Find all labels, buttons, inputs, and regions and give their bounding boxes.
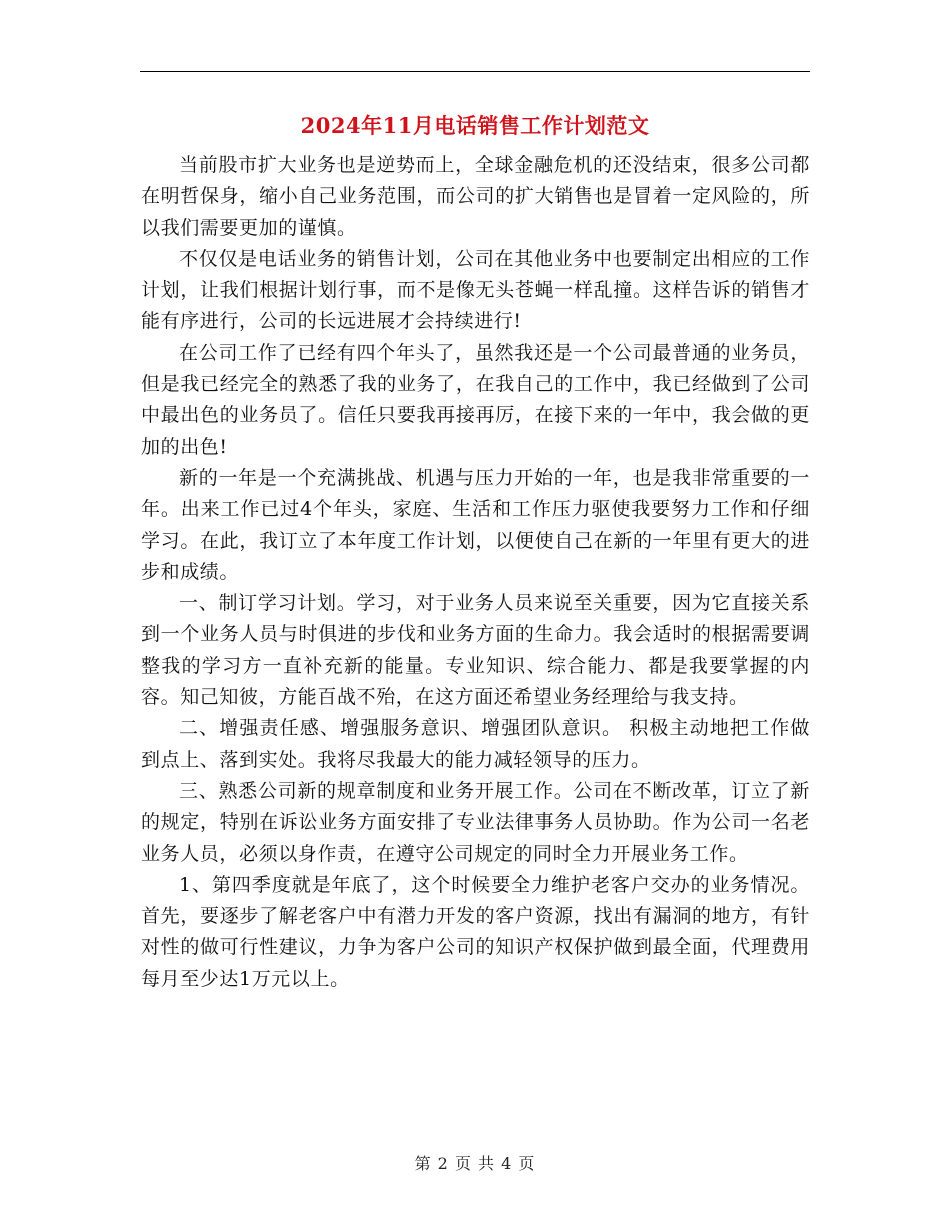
paragraph: 当前股市扩大业务也是逆势而上，全球金融危机的还没结束，很多公司都在明哲保身，缩小自己业务范围，而公司的扩大销售也是冒着一定风险的，所以我们需要更加的谨慎。	[141, 154, 810, 239]
paragraph: 1、第四季度就是年底了，这个时候要全力维护老客户交办的业务情况。首先，要逐步了解老客户中有潜力开发的客户资源，找出有漏洞的地方，有针对性的做可行性建议，力争为客户公司的知识产权保护做到最全面，代理费用每月至少达1万元以上。	[141, 873, 810, 990]
paragraph: 新的一年是一个充满挑战、机遇与压力开始的一年，也是我非常重要的一年。出来工作已过4个年头，家庭、生活和工作压力驱使我要努力工作和仔细学习。在此，我订立了本年度工作计划，以便使自己在新的一年里有更大的进步和成绩。	[141, 466, 810, 583]
paragraph: 不仅仅是电话业务的销售计划，公司在其他业务中也要制定出相应的工作计划，让我们根据计划行事，而不是像无头苍蝇一样乱撞。这样告诉的销售才能有序进行，公司的长远进展才会持续进行!	[141, 247, 810, 333]
page-number: 第 2 页 共 4 页	[414, 1154, 536, 1173]
paragraph: 三、熟悉公司新的规章制度和业务开展工作。公司在不断改革，订立了新的规定，特别在诉讼业务方面安排了专业法律事务人员协助。作为公司一名老业务人员，必须以身作责，在遵守公司规定的同时全力开展业务工作。	[141, 779, 810, 865]
paragraph: 在公司工作了已经有四个年头了，虽然我还是一个公司最普通的业务员，但是我已经完全的熟悉了我的业务了，在我自己的工作中，我已经做到了公司中最出色的业务员了。信任只要我再接再厉，在接下来的一年中，我会做的更加的出色!	[141, 341, 810, 458]
header-rule	[140, 71, 810, 72]
paragraph: 一、制订学习计划。学习，对于业务人员来说至关重要，因为它直接关系到一个业务人员与时俱进的步伐和业务方面的生命力。我会适时的根据需要调整我的学习方一直补充新的能量。专业知识、综合能力、都是我要掌握的内容。知己知彼，方能百战不殆，在这方面还希望业务经理给与我支持。	[141, 592, 810, 709]
paragraph: 二、增强责任感、增强服务意识、增强团队意识。 积极主动地把工作做到点上、落到实处。我将尽我最大的能力减轻领导的压力。	[141, 717, 810, 771]
document-body	[141, 150, 810, 995]
document-title: 2024年11月电话销售工作计划范文	[300, 113, 650, 138]
